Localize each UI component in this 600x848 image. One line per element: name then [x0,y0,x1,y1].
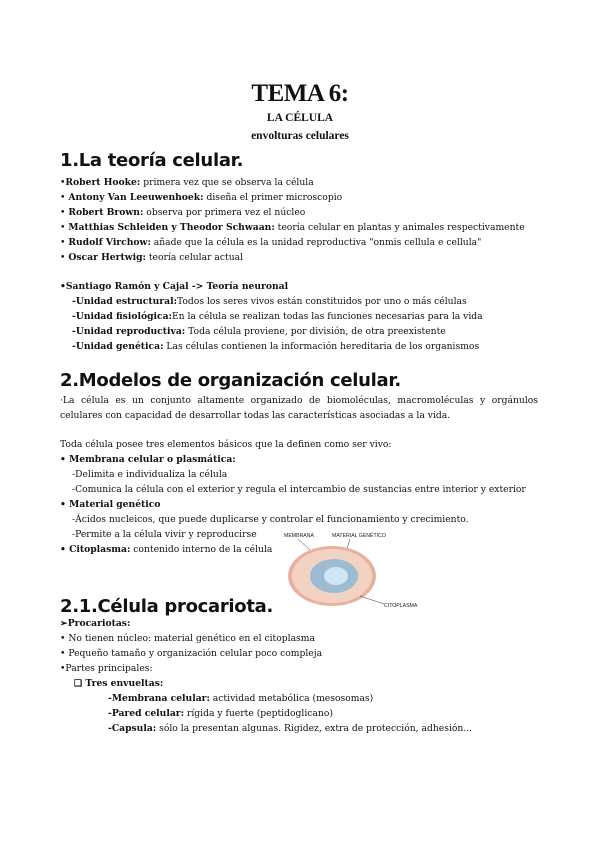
cell-diagram [280,528,440,610]
document-title: TEMA 6: [251,80,349,107]
list-item: -Unidad estructural:Todos los seres vivos están constituidos por uno o más células [72,296,467,307]
list-item: ❑ Tres envueltas: [74,678,164,689]
list-item: -Unidad fisiológica:En la célula se realizan todas las funciones necesarias para la vida [72,311,483,322]
list-item: -Permite a la célula vivir y reproducirse [72,529,257,540]
paragraph-line: celulares con capacidad de desarrollar todas las características asociadas a la vida. [60,410,451,421]
list-item: • Material genético [60,499,161,510]
list-item: -Comunica la célula con el exterior y regula el intercambio de sustancias entre interior y exterior [72,484,526,495]
list-item: • Pequeño tamaño y organización celular poco compleja [60,648,323,659]
list-item: •Partes principales: [60,663,153,674]
list-item: •Robert Hooke: primera vez que se observa la célula [60,177,314,188]
list-item: • Rudolf Virchow: añade que la célula es la unidad reproductiva "onmis cellula e cellula" [60,237,482,248]
label-citoplasma: CITOPLASMA [384,603,418,609]
list-item: -Capsula: sólo la presentan algunas. Rigidez, extra de protección, adhesión... [108,723,473,734]
list-item: • Oscar Hertwig: teoría celular actual [60,252,244,263]
list-item: • Antony Van Leeuwenhoek: diseña el primer microscopio [60,192,343,203]
list-item: -Membrana celular: actividad metabólica (mesosomas) [108,693,374,704]
section-1-heading: 1.La teoría celular. [60,150,244,171]
list-item: • Robert Brown: observa por primera vez el núcleo [60,207,306,218]
list-item: -Ácidos nucleicos, que puede duplicarse y controlar el funcionamiento y crecimiento. [72,514,469,525]
document-subtitle-2: envolturas celulares [251,130,349,142]
label-material-genetico: MATERIAL GENÉTICO [332,533,386,539]
neuron-theory-title: •Santiago Ramón y Cajal -> Teoría neuronal [60,281,289,292]
section-2-heading: 2.Modelos de organización celular. [60,370,401,391]
nucleus [324,567,348,585]
document-subtitle: LA CÉLULA [266,112,334,124]
list-item: ➢Procariotas: [60,618,131,629]
paragraph-intro: Toda célula posee tres elementos básicos que la definen como ser vivo: [60,439,392,450]
list-item: • Membrana celular o plasmática: [60,454,236,465]
list-item: • Citoplasma: contenido interno de la célula [60,544,273,555]
label-membrana: MEMBRANA [284,533,314,539]
list-item: • No tienen núcleo: material genético en el citoplasma [60,633,315,644]
paragraph-line: ·La célula es un conjunto altamente organizado de biomoléculas, macromoléculas y orgánulos [60,395,538,406]
list-item: -Unidad reproductiva: Toda célula proviene, por división, de otra preexistente [72,326,446,337]
list-item: -Pared celular: rígida y fuerte (peptidoglicano) [108,708,333,719]
list-item: -Unidad genética: Las células contienen la información hereditaria de los organismos [72,341,480,352]
list-item: -Delimita e individualiza la célula [72,469,228,480]
section-2-1-heading: 2.1.Célula procariota. [60,596,274,617]
list-item: • Matthias Schleiden y Theodor Schwaan: teoría celular en plantas y animales respectivamente [60,222,525,233]
